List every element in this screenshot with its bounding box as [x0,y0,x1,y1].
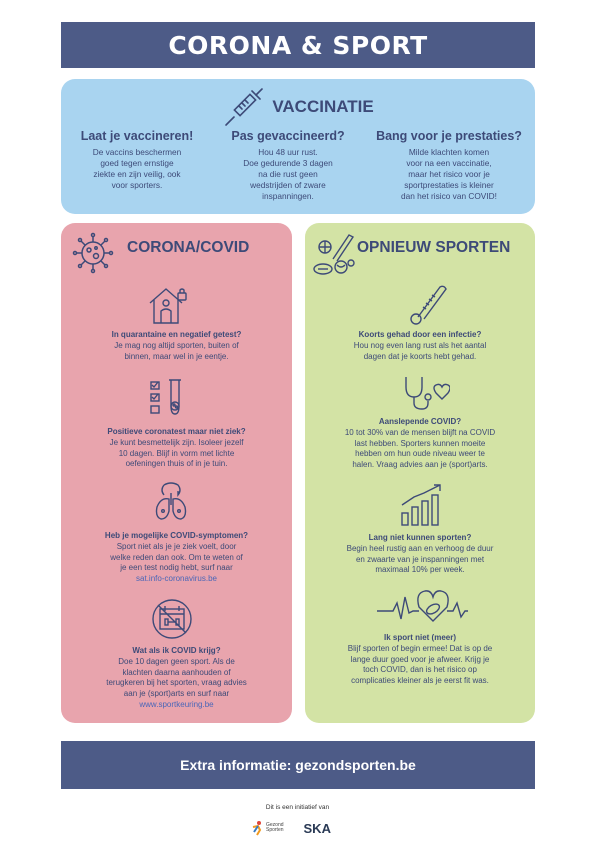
title-banner [61,22,535,68]
logo-text-line1: Gezond [266,822,284,828]
logo-text-line2: Sporten [266,827,284,833]
opnieuw-item-lang-niet-sporten: Lang niet kunnen sporten? Begin heel rustig aan en verhoog de duur en zwaarte van je inspanningen met maximaal 10% per week. [346,533,494,575]
sports-equipment-icon [311,229,357,277]
vacc-column-text: Milde klachten komen voor na een vaccinatie, maar het risico voor je sportprestaties is kleiner dan het risico van COVID! [401,147,497,201]
growth-chart-icon [398,481,448,527]
opnieuw-item-koorts: Koorts gehad door een infectie? Hou nog even lang rust als het aantal dagen dat je koorts hebt gehad. [353,330,487,361]
extra-info-link[interactable]: Extra informatie: gezondsporten.be [180,757,416,773]
house-quarantine-icon [146,285,190,325]
opnieuw-heading: OPNIEUW SPORTEN [357,239,511,256]
opnieuw-item-sport-niet: Ik sport niet (meer) Blijf sporten of begin ermee! Dat is op de lange duur goed voor je afweer. Krijg je toch COVID, dan is het risico op complicaties kleiner als je eerst fit was. [347,633,493,686]
vaccinatie-panel [61,79,535,214]
sportkeuring-link[interactable]: www.sportkeuring.be [139,699,214,709]
runner-logo-icon [250,820,264,836]
vacc-column-text: Hou 48 uur rust. Doe gedurende 3 dagen na die rust geen wedstrijden of zware inspanningen. [243,147,333,201]
vaccinatie-header [61,85,535,129]
vacc-column-text: De vaccins beschermen goed tegen ernstige ziekte en zijn veilig, ook voor sporters. [92,147,182,190]
corona-item-covid-krijgen: Wat als ik COVID krijg? Doe 10 dagen geen sport. Als de klachten daarna aanhouden of terugkeren bij het sporten, vraag advies aan je (sport)arts en surf naar www.sportkeuring.be [61,646,292,711]
vacc-column-title: Laat je vaccineren! [80,129,194,143]
corona-item-quarantaine: In quarantaine en negatief getest? Je mag nog altijd sporten, buiten of binnen, maar wel in je eentje. [111,330,242,361]
ska-logo: SKA [303,820,331,836]
test-tube-checklist-icon [147,376,191,418]
extra-info-banner [61,741,535,789]
covid-test-link[interactable]: sat.info-coronavirus.be [136,574,217,584]
corona-item-positieve-test: Positieve coronatest maar niet ziek? Je kunt besmettelijk zijn. Isoleer jezelf 10 dagen. Blijf in vorm met lichte oefeningen thuis of in je tuin. [107,427,246,469]
corona-panel [61,223,292,723]
no-sport-calendar-icon [150,597,194,641]
vacc-column-3 [365,131,533,202]
corona-item-symptomen: Heb je mogelijke COVID-symptomen? Sport niet als je je ziek voelt, door welke reden dan ook. Om te weten of je een test nodig hebt, surf naar sat.info-coronavirus.be [61,531,292,585]
corona-heading: CORONA/COVID [127,239,250,256]
partner-logos [250,820,331,836]
heartbeat-ball-icon [375,583,469,629]
vacc-column-title: Bang voor je prestaties? [376,129,522,143]
opnieuw-sporten-panel [305,223,535,723]
thermometer-icon [404,281,450,327]
page-title: CORONA & SPORT [168,30,428,60]
gezond-sporten-logo [250,820,284,836]
vacc-column-2 [213,131,363,202]
initiatief-text: Dit is een initiatief van [265,804,330,811]
opnieuw-item-aanslepende-covid: Aanslepende COVID? 10 tot 30% van de mensen blijft na COVID last hebben. Sporters kunnen moeite hebben om hun oude niveau weer te halen. Vraag advies aan je (sport)arts. [344,417,496,470]
stethoscope-heart-icon [398,373,450,413]
vacc-column-title: Pas gevaccineerd? [231,129,345,143]
virus-icon [71,231,115,275]
vacc-column-1 [65,131,209,191]
lungs-icon [149,479,193,523]
syringe-icon [222,85,266,129]
vaccinatie-heading: VACCINATIE [272,97,374,116]
